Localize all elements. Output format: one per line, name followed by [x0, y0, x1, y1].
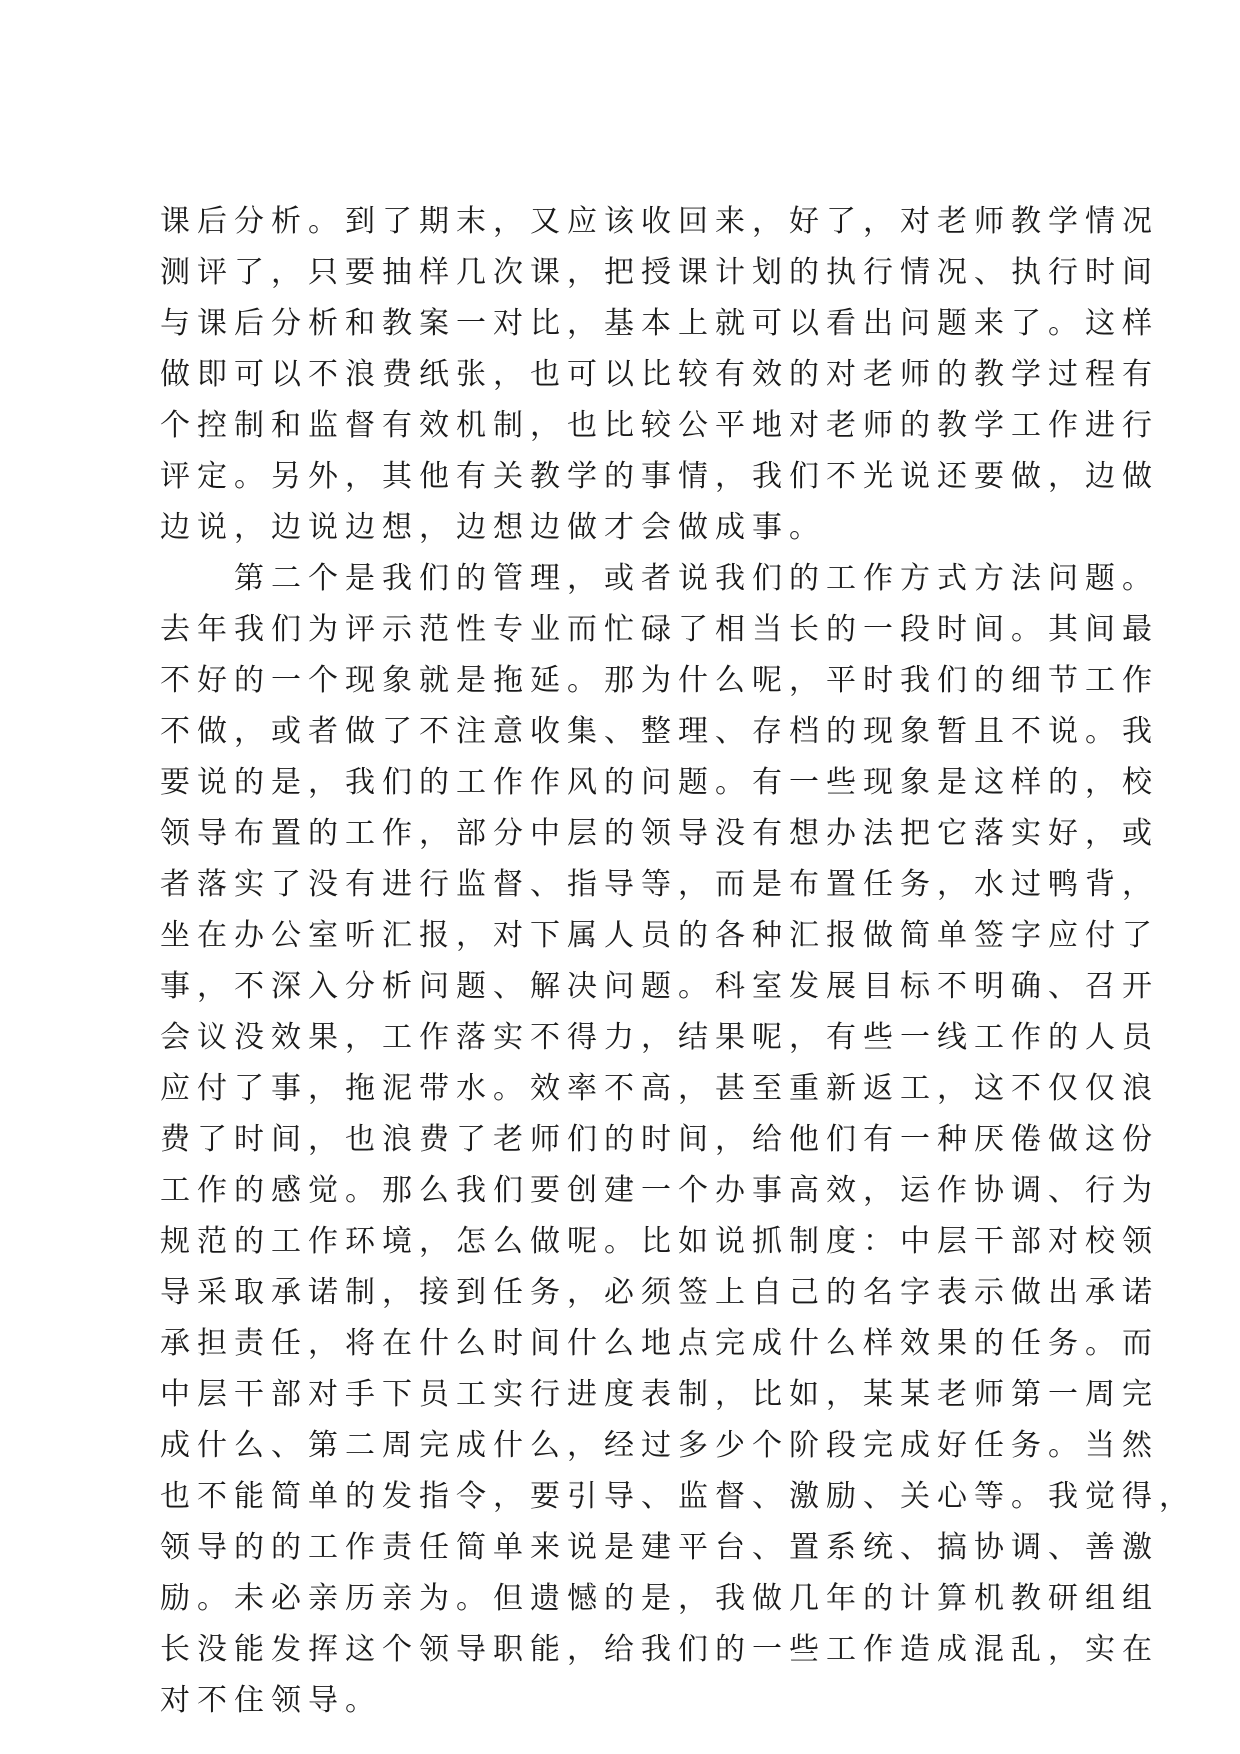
text-line: 不好的一个现象就是拖延。那为什么呢，平时我们的细节工作 [160, 663, 1159, 698]
text-line: 去年我们为评示范性专业而忙碌了相当长的一段时间。其间最 [160, 612, 1159, 647]
text-line: 成什么、第二周完成什么，经过多少个阶段完成好任务。当然 [160, 1428, 1159, 1463]
text-line: 与课后分析和教案一对比，基本上就可以看出问题来了。这样 [160, 306, 1159, 341]
body-text [160, 196, 1196, 1726]
text-line: 者落实了没有进行监督、指导等，而是布置任务，水过鸭背， [160, 867, 1159, 902]
text-line: 规范的工作环境，怎么做呢。比如说抓制度：中层干部对校领 [160, 1224, 1159, 1259]
text-line: 领导布置的工作，部分中层的领导没有想办法把它落实好，或 [160, 816, 1159, 851]
text-line: 事，不深入分析问题、解决问题。科室发展目标不明确、召开 [160, 969, 1159, 1004]
text-line: 课后分析。到了期末，又应该收回来，好了，对老师教学情况 [160, 204, 1159, 239]
paragraph-start-line: 第二个是我们的管理，或者说我们的工作方式方法问题。 [234, 561, 1159, 596]
text-line: 中层干部对手下员工实行进度表制，比如，某某老师第一周完 [160, 1377, 1159, 1412]
text-line: 应付了事，拖泥带水。效率不高，甚至重新返工，这不仅仅浪 [160, 1071, 1159, 1106]
text-line: 边说，边说边想，边想边做才会做成事。 [160, 510, 826, 545]
text-line: 长没能发挥这个领导职能，给我们的一些工作造成混乱，实在 [160, 1632, 1159, 1667]
text-line: 测评了，只要抽样几次课，把授课计划的执行情况、执行时间 [160, 255, 1159, 290]
text-line: 坐在办公室听汇报，对下属人员的各种汇报做简单签字应付了 [160, 918, 1159, 953]
text-line: 领导的的工作责任简单来说是建平台、置系统、搞协调、善激 [160, 1530, 1159, 1565]
text-line: 不做，或者做了不注意收集、整理、存档的现象暂且不说。我 [160, 714, 1159, 749]
text-line: 工作的感觉。那么我们要创建一个办事高效，运作协调、行为 [160, 1173, 1159, 1208]
text-line: 个控制和监督有效机制，也比较公平地对老师的教学工作进行 [160, 408, 1159, 443]
text-line: 评定。另外，其他有关教学的事情，我们不光说还要做，边做 [160, 459, 1159, 494]
text-line: 励。未必亲历亲为。但遗憾的是，我做几年的计算机教研组组 [160, 1581, 1159, 1616]
text-line: 费了时间，也浪费了老师们的时间，给他们有一种厌倦做这份 [160, 1122, 1159, 1157]
text-line: 承担责任，将在什么时间什么地点完成什么样效果的任务。而 [160, 1326, 1159, 1361]
text-line: 导采取承诺制，接到任务，必须签上自己的名字表示做出承诺 [160, 1275, 1159, 1310]
text-line: 做即可以不浪费纸张，也可以比较有效的对老师的教学过程有 [160, 357, 1159, 392]
text-line: 也不能简单的发指令，要引导、监督、激励、关心等。我觉得， [160, 1479, 1196, 1514]
text-line: 对不住领导。 [160, 1683, 382, 1718]
text-line: 要说的是，我们的工作作风的问题。有一些现象是这样的，校 [160, 765, 1159, 800]
text-line: 会议没效果，工作落实不得力，结果呢，有些一线工作的人员 [160, 1020, 1159, 1055]
